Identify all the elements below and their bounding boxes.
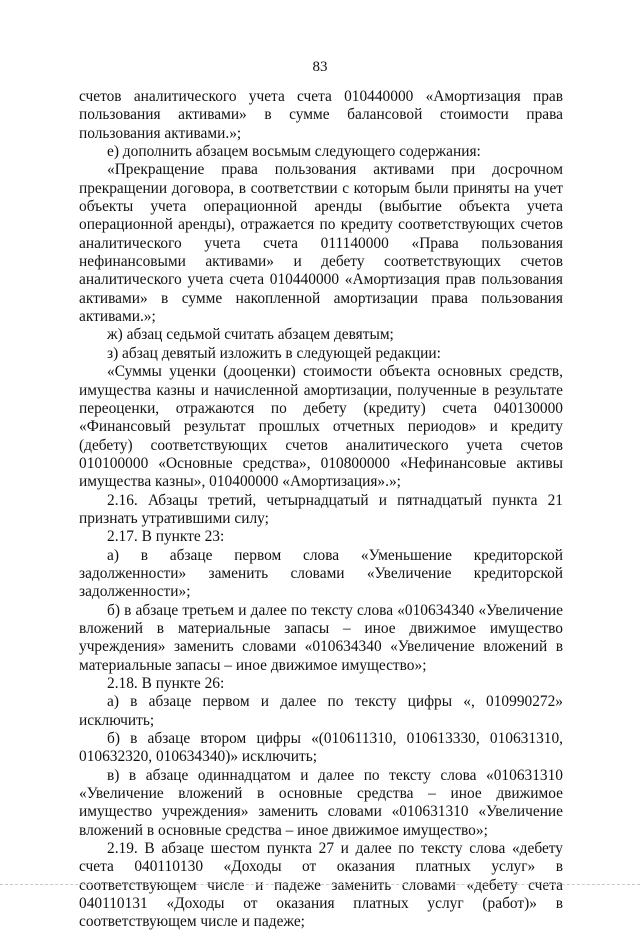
paragraph: б) в абзаце третьем и далее по тексту слова «010634340 «Увеличение вложений в материальные запасы – иное движимое имущество учреждения» заменить словами «010634340 «Увеличение вложений в материальные запасы – иное движимое имущество»; <box>79 601 563 674</box>
paragraph: в) в абзаце одиннадцатом и далее по тексту слова «010631310 «Увеличение вложений в основные средства – иное движимое имущество учреждения» заменить словами «010631310 «Увеличение вложений в основные средства – иное движимое имущество»; <box>79 766 563 839</box>
paragraph: з) абзац девятый изложить в следующей редакции: <box>107 344 441 362</box>
scan-edge-line <box>0 884 640 885</box>
paragraph: а) в абзаце первом и далее по тексту цифры «, 010990272» исключить; <box>79 693 563 729</box>
paragraph: 2.17. В пункте 23: <box>107 528 225 546</box>
page-number: 83 <box>312 59 328 75</box>
paragraph: 2.16. Абзацы третий, четырнадцатый и пятнадцатый пункта 21 признать утратившими силу; <box>79 491 563 527</box>
paragraph: 2.19. В абзаце шестом пункта 27 и далее по тексту слова «дебету счета 040110130 «Доходы от оказания платных услуг» в соответствующем числе и падеже заменить словами «дебету счета 040110131 «Доходы от оказания платных услуг (работ)» в соответствующем числе и падеже; <box>79 840 563 931</box>
paragraph: ж) абзац седьмой считать абзацем девятым; <box>107 326 394 344</box>
paragraph: б) в абзаце втором цифры «(010611310, 010613330, 010631310, 010632320, 010634340)» исключить; <box>79 730 563 766</box>
paragraph: е) дополнить абзацем восьмым следующего содержания: <box>107 143 481 161</box>
paragraph: а) в абзаце первом слова «Уменьшение кредиторской задолженности» заменить словами «Увеличение кредиторской задолженности»; <box>79 546 563 601</box>
paragraph: «Суммы уценки (дооценки) стоимости объекта основных средств, имущества казны и начисленной амортизации, полученные в результате переоценки, отражаются по дебету (кредиту) счета 040130000 «Финансовый результат прошлых отчетных периодов» и кредиту (дебету) соответствующих счетов аналитического учета счетов 010100000 «Основные средства», 010800000 «Нефинансовые активы имущества казны», 010400000 «Амортизация».»; <box>79 363 563 491</box>
document-body <box>79 88 563 932</box>
paragraph: счетов аналитического учета счета 010440000 «Амортизация прав пользования активами» в сумме балансовой стоимости права пользования активами.»; <box>79 88 563 142</box>
paragraph: «Прекращение права пользования активами при досрочном прекращении договора, в соответствии с которым были приняты на учет объекты учета операционной аренды (выбытие объекта учета операционной аренды), отражается по кредиту соответствующих счетов аналитического учета счета 011140000 «Права пользования нефинансовыми активами» и дебету соответствующих счетов аналитического учета счета 010440000 «Амортизация прав пользования активами» в сумме накопленной амортизации права пользования активами.»; <box>79 161 563 326</box>
paragraph: 2.18. В пункте 26: <box>107 675 225 692</box>
